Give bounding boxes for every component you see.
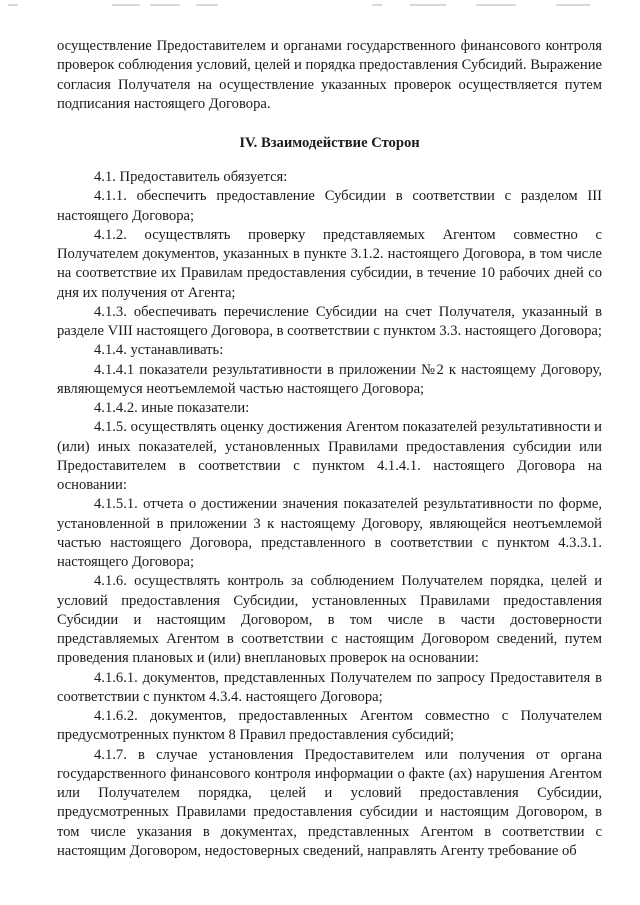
intro-paragraph: осуществление Предоставителем и органами государственного финансового контроля проверок соблюдения условий, целей и порядка предоставления Субсидий. Выражение согласия Получателя на осуществление указанных проверок осуществляется путем подписания настоящего Договора. — [57, 38, 602, 112]
clause-4-1: 4.1. Предоставитель обязуется: — [94, 169, 288, 185]
clause-4-1-4: 4.1.4. устанавливать: — [94, 342, 224, 359]
clause-4-1-2: 4.1.2. осуществлять проверку представляемых Агентом совместно с Получателем документов, указанных в пункте 3.1.2. настоящего Договора, в том числе на соответствие их Правилам предоставления субсидии, в течение 10 рабочих дней со дня их получения от Агента; — [57, 226, 602, 301]
clause-4-1-6: 4.1.6. осуществлять контроль за соблюдением Получателем порядка, целей и условий предоставления Субсидии, установленных Правилами предоставления Субсидии и настоящим Договором, в том числе в части достоверности представляемых Агентом в соответствии с настоящим Договором сведений, путем проведения плановых и (или) внеплановых проверок на основании: — [57, 573, 602, 667]
clause-4-1-6-2: 4.1.6.2. документов, предоставленных Агентом совместно с Получателем предусмотренных пунктом 8 Правил предоставления субсидий; — [57, 708, 602, 744]
clause-4-1-4-2: 4.1.4.2. иные показатели: — [94, 400, 250, 416]
clause-4-1-7: 4.1.7. в случае установления Предоставителем или получения от органа государственного финансового контроля информации о факте (ах) нарушения Агентом или Получателем порядка, целей и условий предоставления Субсидии, предусмотренных Правилами предоставления субсидии и настоящим Договором, в том числе указания в документах, представленных Агентом в соответствии с настоящим Договором, недостоверных сведений, направлять Агенту требование об — [57, 746, 602, 859]
scan-header-strip — [0, 0, 640, 14]
clause-4-1-5: 4.1.5. осуществлять оценку достижения Агентом показателей результативности и (или) иных показателей, установленных Правилами предоставления субсидии или Предоставителем в соответствии с пунктом 4.1.4.1. настоящего Договора на основании: — [57, 419, 602, 493]
clause-4-1-5-1: 4.1.5.1. отчета о достижении значения показателей результативности по форме, установленной в приложении 3 к настоящему Договору, являющейся неотъемлемой частью настоящего Договора, представленного в соответствии с пунктом 4.3.3.1. настоящего Договора; — [57, 496, 602, 570]
clause-4-1-3: 4.1.3. обеспечивать перечисление Субсидии на счет Получателя, указанный в разделе VIII настоящего Договора, в соответствии с пунктом 3.3. настоящего Договора; — [57, 303, 602, 339]
section-title: IV. Взаимодействие Сторон — [239, 135, 420, 151]
document-body — [57, 37, 602, 861]
clause-4-1-6-1: 4.1.6.1. документов, представленных Получателем по запросу Предоставителя в соответствии с пунктом 4.3.4. настоящего Договора; — [57, 669, 602, 705]
clause-4-1-4-1: 4.1.4.1 показатели результативности в приложении №2 к настоящему Договору, являющемуся неотъемлемой частью настоящего Договора; — [57, 361, 602, 397]
clause-4-1-1: 4.1.1. обеспечить предоставление Субсидии в соответствии с разделом III настоящего Договора; — [57, 188, 602, 224]
